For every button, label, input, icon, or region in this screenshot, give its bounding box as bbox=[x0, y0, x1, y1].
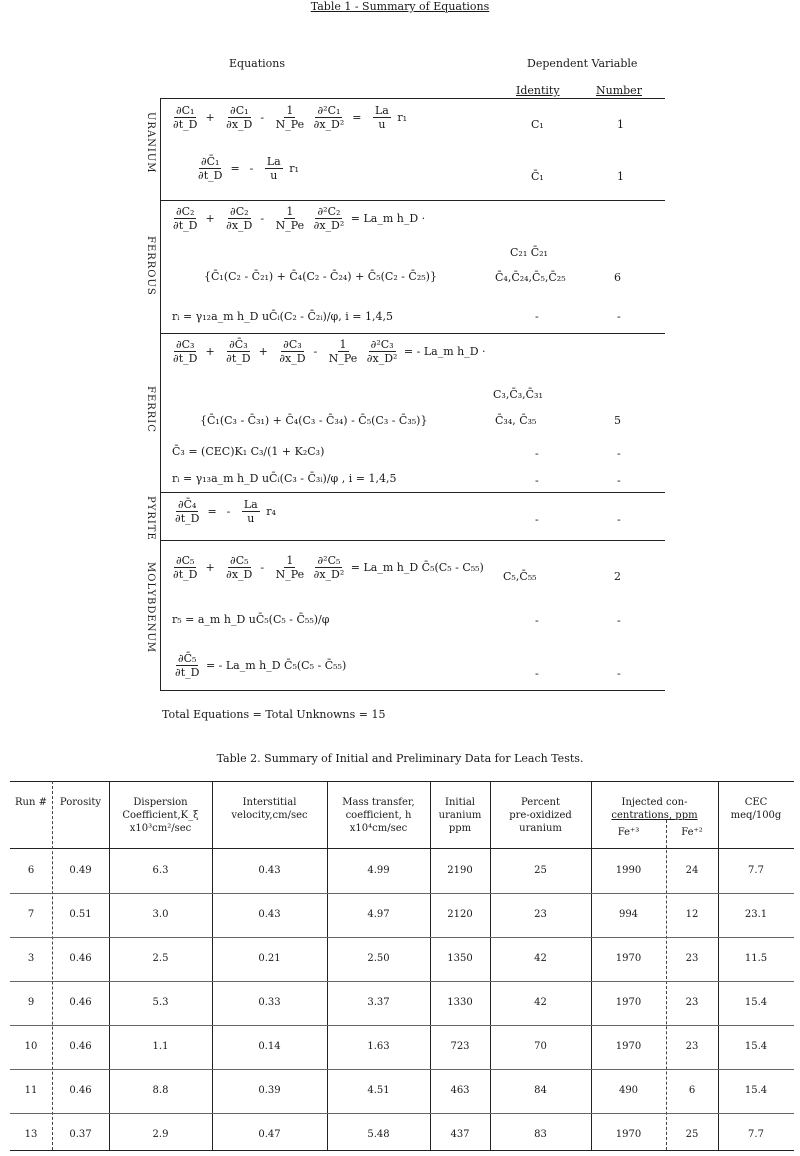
table2-title: Table 2. Summary of Initial and Preliminary Data for Leach Tests. bbox=[216, 752, 584, 765]
col-header-fe3: Fe⁺³ bbox=[617, 827, 640, 838]
ferric-identity-bottom: C̄₃₄, C̄₃₅ bbox=[495, 414, 537, 427]
table-cell-initial-uranium: 723 bbox=[450, 1041, 470, 1052]
table-cell-mass-transfer: 4.97 bbox=[367, 909, 390, 920]
section-label-uranium: URANIUM bbox=[145, 112, 156, 174]
table-cell-cec: 7.7 bbox=[748, 1129, 764, 1140]
molybdenum-rate-identity: - bbox=[535, 614, 539, 627]
ferric-rate-identity: - bbox=[535, 474, 539, 487]
table-cell-run: 9 bbox=[27, 997, 35, 1008]
table-cell-dispersion: 3.0 bbox=[152, 909, 169, 920]
table1-footer: Total Equations = Total Unknowns = 15 bbox=[162, 708, 386, 721]
table-cell-initial-uranium: 1350 bbox=[447, 953, 473, 964]
table-cell-fe2: 23 bbox=[685, 997, 699, 1008]
col-header-injected: Injected con- centrations, ppm bbox=[611, 797, 698, 821]
ferric-isotherm-number: - bbox=[617, 447, 621, 460]
row-sep-3 bbox=[10, 981, 794, 982]
table-cell-initial-uranium: 1330 bbox=[447, 997, 473, 1008]
pyrite-identity: - bbox=[535, 513, 539, 526]
divider-ferrous-ferric bbox=[160, 333, 665, 334]
table-cell-cec: 11.5 bbox=[744, 953, 768, 964]
col-header-porosity: Porosity bbox=[59, 797, 102, 808]
table-cell-fe2: 25 bbox=[685, 1129, 699, 1140]
table-cell-initial-uranium: 463 bbox=[450, 1085, 470, 1096]
ferric-isotherm-line: C̄₃ = (CEC)K₁ C₃/(1 + K₂C₃) bbox=[172, 445, 325, 458]
table-cell-fe2: 23 bbox=[685, 953, 699, 964]
col-header-run: Run # bbox=[15, 797, 47, 808]
table-cell-fe3: 1970 bbox=[615, 997, 642, 1008]
table-cell-run: 13 bbox=[24, 1129, 38, 1140]
table-cell-fe3: 994 bbox=[618, 909, 639, 920]
table2-bottom-rule bbox=[10, 1150, 794, 1151]
molybdenum-equation-3: $\frac{\text{∂C̄₅}}{\partial t\_D}$ = - La_m h_D C̄₅(C₅ - C̄₅₅) bbox=[175, 652, 347, 679]
table-cell-run: 7 bbox=[27, 909, 35, 920]
divider-pyrite-molybdenum bbox=[160, 540, 665, 541]
table-cell-porosity: 0.46 bbox=[69, 1041, 92, 1052]
row-sep-1 bbox=[10, 893, 794, 894]
uranium-eq1-number: 1 bbox=[617, 118, 624, 131]
uranium-eq1-identity: C₁ bbox=[531, 118, 544, 131]
table-cell-velocity: 0.33 bbox=[258, 997, 281, 1008]
table-cell-velocity: 0.47 bbox=[258, 1129, 281, 1140]
table-cell-velocity: 0.14 bbox=[258, 1041, 281, 1052]
section-label-pyrite: PYRITE bbox=[145, 496, 156, 541]
uranium-eq2-number: 1 bbox=[617, 170, 624, 183]
col-header-velocity: Interstitial velocity,cm/sec bbox=[231, 797, 308, 821]
table1-top-rule bbox=[160, 98, 665, 99]
table-cell-porosity: 0.37 bbox=[69, 1129, 92, 1140]
table-cell-initial-uranium: 2190 bbox=[447, 865, 473, 876]
uranium-equation-2: $\frac{\text{∂C̄₁}}{\partial t\_D}$ = - $\frac{La}{u}$ r₁ bbox=[198, 155, 299, 182]
table-cell-mass-transfer: 4.51 bbox=[367, 1085, 390, 1096]
table-cell-mass-transfer: 1.63 bbox=[367, 1041, 390, 1052]
ferric-equation-line2: {C̄₁(C₃ - C̄₃₁) + C̄₄(C₃ - C̄₃₄) - C̄₅(C₃ - C̄₃₅)} bbox=[200, 414, 428, 427]
pyrite-equation: $\frac{\text{∂C̄₄}}{\partial t\_D}$ = - $\frac{La}{u}$ r₄ bbox=[175, 498, 276, 525]
table-cell-cec: 23.1 bbox=[744, 909, 768, 920]
table-cell-velocity: 0.39 bbox=[258, 1085, 281, 1096]
table1-left-border bbox=[160, 98, 161, 690]
molybdenum-number: 2 bbox=[614, 570, 621, 583]
table-cell-run: 6 bbox=[27, 865, 35, 876]
ferrous-rate-line: rᵢ = γ₁₂a_m h_D uC̄ᵢ(C₂ - C̄₂ᵢ)/φ, i = 1,4,5 bbox=[172, 310, 393, 323]
col-header-initial-uranium: Initial uranium ppm bbox=[438, 797, 482, 834]
header-equations: Equations bbox=[229, 57, 286, 70]
table-cell-percent: 42 bbox=[534, 997, 547, 1008]
table-cell-mass-transfer: 4.99 bbox=[367, 865, 390, 876]
table-cell-percent: 70 bbox=[534, 1041, 547, 1052]
table-cell-porosity: 0.46 bbox=[69, 953, 92, 964]
uranium-eq2-identity: C̄₁ bbox=[531, 170, 544, 183]
table-cell-fe3: 1990 bbox=[615, 865, 642, 876]
table-cell-velocity: 0.43 bbox=[258, 865, 281, 876]
table-cell-dispersion: 8.8 bbox=[152, 1085, 169, 1096]
table-cell-dispersion: 5.3 bbox=[152, 997, 169, 1008]
row-sep-4 bbox=[10, 1025, 794, 1026]
section-label-molybdenum: MOLYBDENUM bbox=[145, 562, 156, 654]
molybdenum-rate-number: - bbox=[617, 614, 621, 627]
table-cell-mass-transfer: 5.48 bbox=[367, 1129, 390, 1140]
divider-ferric-pyrite bbox=[160, 492, 665, 493]
ferric-rate-number: - bbox=[617, 474, 621, 487]
col-header-mass-transfer: Mass transfer, coefficient, h x10⁴cm/sec bbox=[342, 797, 415, 834]
table-cell-run: 11 bbox=[24, 1085, 38, 1096]
ferrous-equation: $\frac{\text{∂C₂}}{\partial t\_D}$ + $\frac{\text{∂C₂}}{\partial x\_D}$ - $\frac{1}{N\_Pe}$ $\frac{\text{∂²C₂}}{\text{∂x\_D²}}$ = La_m h_D · bbox=[173, 205, 426, 232]
col-header-dispersion: Dispersion Coefficient,K_ξ x10³cm²/sec bbox=[122, 797, 199, 834]
molybdenum-rate-line: r₅ = a_m h_D uC̄₅(C₅ - C̄₅₅)/φ bbox=[172, 613, 330, 626]
table-cell-fe3: 1970 bbox=[615, 953, 642, 964]
section-label-ferrous: FERROUS bbox=[145, 236, 156, 296]
table-cell-cec: 15.4 bbox=[744, 997, 768, 1008]
table-cell-velocity: 0.43 bbox=[258, 909, 281, 920]
table1-title: Table 1 - Summary of Equations bbox=[310, 0, 490, 13]
molybdenum-eq3-identity: - bbox=[535, 667, 539, 680]
ferric-equation: $\frac{\text{∂C₃}}{\partial t\_D}$ + $\frac{\text{∂C̄₃}}{\partial t\_D}$ + $\frac{\text{∂C₃}}{\partial x\_D}$ - $\frac{1}{N\_Pe}$ $\frac{\text{∂²C₃}}{\text{∂x\_D²}}$ = - La_m h_D · bbox=[173, 338, 486, 365]
table-cell-porosity: 0.46 bbox=[69, 997, 92, 1008]
ferrous-equation-line2: {C̄₁(C₂ - C̄₂₁) + C̄₄(C₂ - C̄₂₄) + C̄₅(C₂ - C̄₂₅)} bbox=[204, 270, 437, 283]
col-header-fe2: Fe⁺² bbox=[681, 827, 703, 838]
ferrous-identity-bottom: C̄₄,C̄₂₄,C̄₅,C̄₂₅ bbox=[495, 271, 566, 284]
table1-bottom-rule bbox=[160, 690, 665, 691]
table-cell-porosity: 0.49 bbox=[69, 865, 92, 876]
table-cell-fe2: 6 bbox=[688, 1085, 696, 1096]
table-cell-initial-uranium: 437 bbox=[450, 1129, 470, 1140]
table-cell-fe3: 490 bbox=[618, 1085, 639, 1096]
table-cell-mass-transfer: 2.50 bbox=[367, 953, 390, 964]
divider-uranium-ferrous bbox=[160, 200, 665, 201]
row-sep-5 bbox=[10, 1069, 794, 1070]
col-header-cec: CEC meq/100g bbox=[730, 797, 782, 821]
table2-header-rule bbox=[10, 848, 794, 849]
ferrous-rate-identity: - bbox=[535, 310, 539, 323]
ferric-isotherm-identity: - bbox=[535, 447, 539, 460]
table-cell-cec: 15.4 bbox=[744, 1085, 768, 1096]
ferric-identity-top: C₃,C̄₃,C̄₃₁ bbox=[493, 388, 543, 401]
table-cell-dispersion: 6.3 bbox=[152, 865, 169, 876]
table-cell-cec: 15.4 bbox=[744, 1041, 768, 1052]
table-cell-dispersion: 1.1 bbox=[152, 1041, 169, 1052]
section-label-ferric: FERRIC bbox=[145, 386, 156, 433]
col-header-percent: Percent pre-oxidized uranium bbox=[509, 797, 572, 834]
ferric-rate-line: rᵢ = γ₁₃a_m h_D uC̄ᵢ(C₃ - C̄₃ᵢ)/φ , i = 1,4,5 bbox=[172, 472, 397, 485]
table-cell-porosity: 0.51 bbox=[69, 909, 92, 920]
table-cell-percent: 84 bbox=[534, 1085, 547, 1096]
header-identity: Identity bbox=[516, 84, 560, 97]
uranium-equation-1: $\frac{\text{∂C₁}}{\partial t\_D}$ + $\frac{\text{∂C₁}}{\partial x\_D}$ - $\frac{1}{N\_Pe}$ $\frac{\text{∂²C₁}}{\text{∂x\_D²}}$ = $\frac{La}{u}$ r₁ bbox=[173, 104, 408, 131]
header-number: Number bbox=[596, 84, 642, 97]
table2-top-rule bbox=[10, 781, 794, 782]
table-cell-dispersion: 2.9 bbox=[152, 1129, 169, 1140]
table-cell-percent: 83 bbox=[534, 1129, 547, 1140]
ferrous-rate-number: - bbox=[617, 310, 621, 323]
row-sep-2 bbox=[10, 937, 794, 938]
table-cell-fe3: 1970 bbox=[615, 1129, 642, 1140]
molybdenum-eq3-number: - bbox=[617, 667, 621, 680]
table-cell-fe2: 12 bbox=[685, 909, 699, 920]
ferrous-number: 6 bbox=[614, 271, 621, 284]
table-cell-run: 3 bbox=[27, 953, 35, 964]
table-cell-run: 10 bbox=[24, 1041, 38, 1052]
molybdenum-identity: C₅,C̄₅₅ bbox=[503, 570, 537, 583]
table-cell-cec: 7.7 bbox=[748, 865, 764, 876]
header-dependent-variable: Dependent Variable bbox=[527, 57, 638, 70]
molybdenum-equation: $\frac{\text{∂C₅}}{\partial t\_D}$ + $\frac{\text{∂C₅}}{\partial x\_D}$ - $\frac{1}{N\_Pe}$ $\frac{\text{∂²C₅}}{\text{∂x\_D²}}$ = La_m h_D C̄₅(C₅ - C₅₅) bbox=[173, 554, 484, 581]
table-cell-fe3: 1970 bbox=[615, 1041, 642, 1052]
table-cell-percent: 23 bbox=[534, 909, 547, 920]
table-cell-velocity: 0.21 bbox=[258, 953, 281, 964]
table-cell-mass-transfer: 3.37 bbox=[367, 997, 390, 1008]
table-cell-fe2: 23 bbox=[685, 1041, 699, 1052]
table-cell-fe2: 24 bbox=[685, 865, 699, 876]
table-cell-initial-uranium: 2120 bbox=[447, 909, 473, 920]
table-cell-percent: 25 bbox=[534, 865, 547, 876]
ferrous-identity-top: C₂₁ C̄₂₁ bbox=[510, 246, 548, 259]
table-cell-porosity: 0.46 bbox=[69, 1085, 92, 1096]
table-cell-dispersion: 2.5 bbox=[152, 953, 169, 964]
ferric-number: 5 bbox=[614, 414, 621, 427]
table-cell-percent: 42 bbox=[534, 953, 547, 964]
row-sep-6 bbox=[10, 1113, 794, 1114]
pyrite-number: - bbox=[617, 513, 621, 526]
